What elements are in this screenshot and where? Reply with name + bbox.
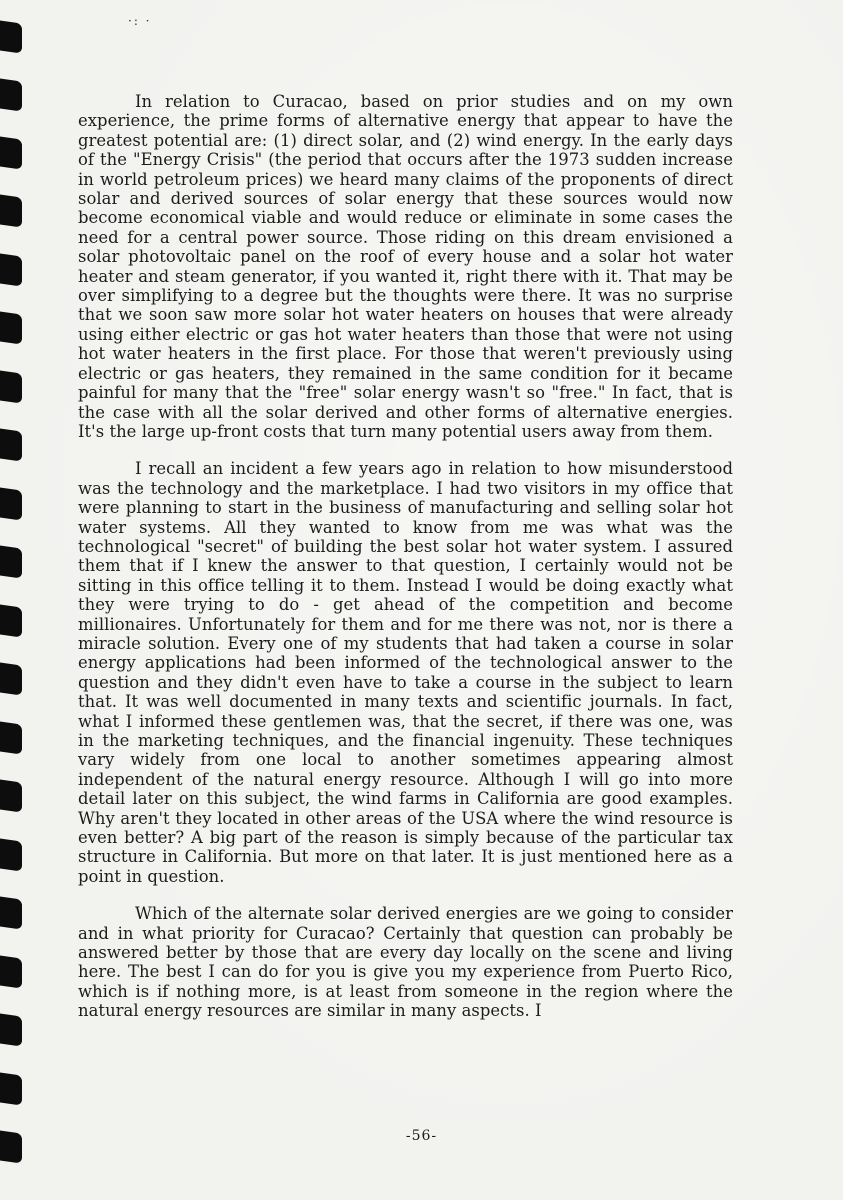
- binding-hole: [0, 194, 22, 227]
- binding-hole: [0, 779, 22, 812]
- binding-hole: [0, 20, 22, 53]
- binding-hole: [0, 721, 22, 754]
- binding-hole: [0, 253, 22, 286]
- paragraph-incident: I recall an incident a few years ago in relation to how misunderstood was the technology and the marketplace. I had two visitors in my office that were planning to start in the business of manufacturing and selling solar hot water systems. All they wanted to know from me was what was the technological "secret" of building the best solar hot water system. I assured them that if I knew the answer to that question, I certainly would not be sitting in this office telling it to them. Instead I would be doing exactly what they were trying to do - get ahead of the competition and become millionaires. Unfortunately for them and for me there was not, nor is there a miracle solution. Every one of my students that had taken a course in solar energy applications had been informed of the technological answer to the question and they didn't even have to take a course in the subject to learn that. It was well documented in many texts and scientific journals. In fact, what I informed these gentlemen was, that the secret, if there was one, was in the marketing techniques, and the financial ingenuity. These techniques vary widely from one local to another sometimes appearing almost independent of the natural energy resource. Although I will go into more detail later on this subject, the wind farms in California are good examples. Why aren't they located in other areas of the USA where the wind resource is even better? A big part of the reason is simply because of the particular tax structure in California. But more on that later. It is just mentioned here as a point in question.: [78, 459, 733, 886]
- binding-hole: [0, 311, 22, 344]
- body-text: [78, 92, 733, 1039]
- page-number: -56-: [405, 1128, 438, 1144]
- binding-hole: [0, 78, 22, 111]
- paragraph-curacao-energy: In relation to Curacao, based on prior studies and on my own experience, the prime forms of alternative energy that appear to have the greatest potential are: (1) direct solar, and (2) wind energy. In the early days of the "Energy Crisis" (the period that occurs after the 1973 sudden increase in world petroleum prices) we heard many claims of the proponents of direct solar and derived sources of solar energy that these sources would now become economical viable and would reduce or eliminate in some cases the need for a central power source. Those riding on this dream envisioned a solar photovoltaic panel on the roof of every house and a solar hot water heater and steam generator, if you wanted it, right there with it. That may be over simplifying to a degree but the thoughts were there. It was no surprise that we soon saw more solar hot water heaters on houses that were already using either electric or gas hot water heaters than those that were not using hot water heaters in the first place. For those that weren't previously using electric or gas heaters, they remained in the same condition for it became painful for many that the "free" solar energy wasn't so "free." In fact, that is the case with all the solar derived and other forms of alternative energies. It's the large up-front costs that turn many potential users away from them.: [78, 92, 733, 441]
- binding-hole: [0, 487, 22, 520]
- binding-hole: [0, 1072, 22, 1105]
- paragraph-priority: Which of the alternate solar derived energies are we going to consider and in what priority for Curacao? Certainly that question can probably be answered better by those that are every day locally on the scene and living here. The best I can do for you is give you my experience from Puerto Rico, which is if nothing more, is at least from someone in the region where the natural energy resources are similar in many aspects. I: [78, 904, 733, 1021]
- binding-hole: [0, 662, 22, 695]
- binding-hole: [0, 604, 22, 637]
- binding-hole: [0, 838, 22, 871]
- spiral-binding: [0, 0, 40, 1200]
- binding-hole: [0, 370, 22, 403]
- binding-hole: [0, 136, 22, 169]
- binding-hole: [0, 896, 22, 929]
- binding-hole: [0, 545, 22, 578]
- binding-hole: [0, 428, 22, 461]
- paper-specks: ·: ·: [128, 14, 152, 28]
- binding-hole: [0, 955, 22, 988]
- binding-hole: [0, 1013, 22, 1046]
